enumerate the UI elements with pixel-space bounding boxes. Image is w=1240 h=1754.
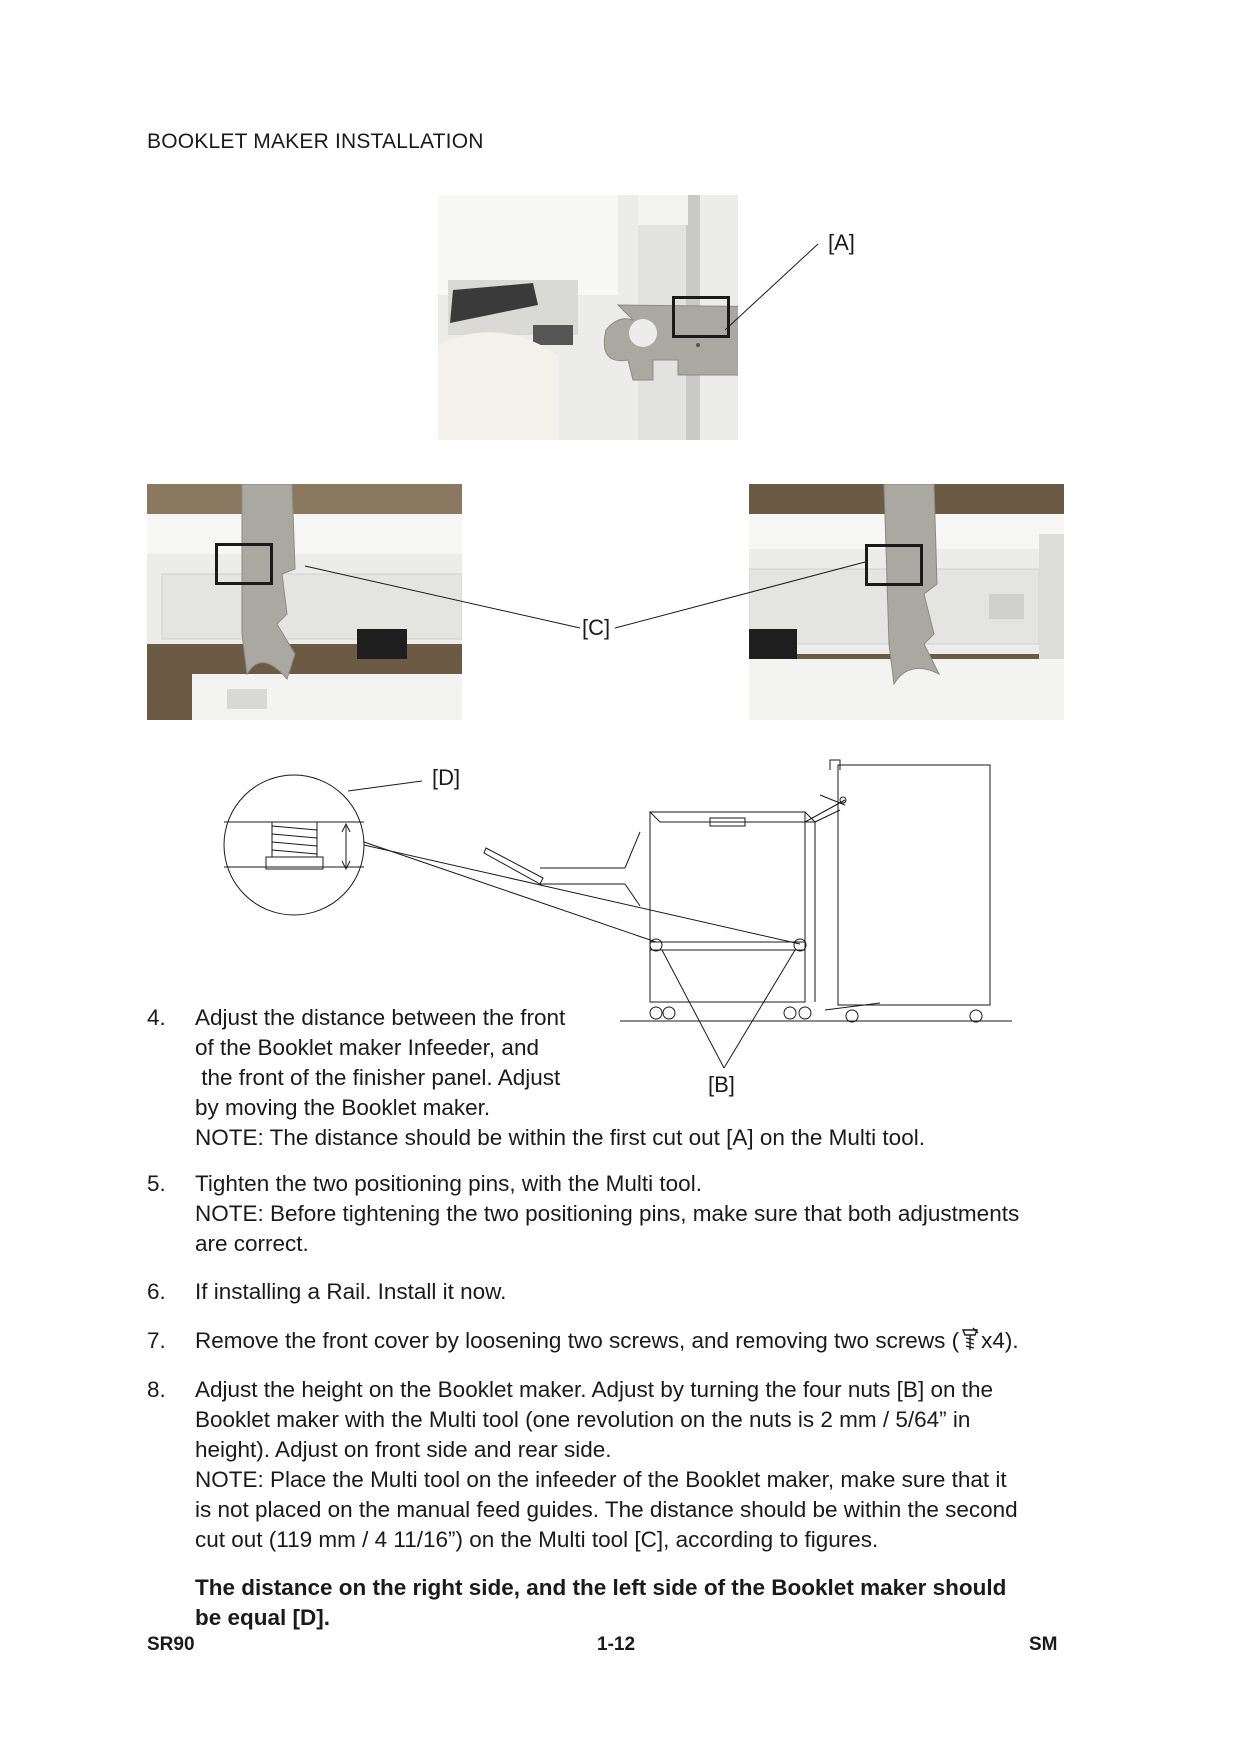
callout-d: [D] bbox=[432, 765, 461, 790]
step-text-line: of the Booklet maker Infeeder, and bbox=[195, 1035, 539, 1060]
step-text-line: by moving the Booklet maker. bbox=[195, 1095, 491, 1120]
step-body bbox=[195, 1169, 1075, 1259]
step-note: is not placed on the manual feed guides. The distance should be within the second bbox=[195, 1497, 1018, 1522]
step-body bbox=[195, 1326, 1075, 1360]
step-text-line: height). Adjust on front side and rear side. bbox=[195, 1437, 612, 1462]
step-7 bbox=[147, 1326, 1067, 1356]
step-text-line: If installing a Rail. Install it now. bbox=[195, 1279, 507, 1304]
step-text-line: Remove the front cover by loosening two screws, and removing two screws ( bbox=[195, 1328, 960, 1353]
step-text-line: Booklet maker with the Multi tool (one revolution on the nuts is 2 mm / 5/64” in bbox=[195, 1407, 971, 1432]
step-text-line: Adjust the distance between the front bbox=[195, 1005, 566, 1030]
bold-note-line: be equal [D]. bbox=[195, 1605, 331, 1630]
bold-note-body bbox=[195, 1573, 1075, 1633]
screw-count: x4). bbox=[981, 1328, 1019, 1353]
step-note: are correct. bbox=[195, 1231, 309, 1256]
footer-right: SM bbox=[1029, 1634, 1058, 1655]
step-number: 4. bbox=[147, 1005, 166, 1030]
step-note: cut out (119 mm / 4 11/16”) on the Multi tool [C], according to figures. bbox=[195, 1527, 879, 1552]
bold-note-line: The distance on the right side, and the left side of the Booklet maker should bbox=[195, 1575, 1007, 1600]
bold-note bbox=[147, 1573, 1067, 1633]
step-5 bbox=[147, 1169, 1067, 1259]
step-note: NOTE: Place the Multi tool on the infeeder of the Booklet maker, make sure that it bbox=[195, 1467, 1007, 1492]
step-text-line: the front of the finisher panel. Adjust bbox=[195, 1065, 561, 1090]
footer-page-number: 1-12 bbox=[597, 1634, 636, 1655]
callout-a: [A] bbox=[828, 230, 855, 255]
step-body bbox=[195, 1003, 1075, 1153]
step-number: 6. bbox=[147, 1279, 166, 1304]
footer-left: SR90 bbox=[147, 1634, 195, 1655]
step-6 bbox=[147, 1277, 1067, 1307]
step-number: 5. bbox=[147, 1171, 166, 1196]
step-text-line: Tighten the two positioning pins, with the Multi tool. bbox=[195, 1171, 702, 1196]
callout-c: [C] bbox=[582, 615, 611, 640]
screw-icon bbox=[959, 1326, 981, 1360]
page-header: BOOKLET MAKER INSTALLATION bbox=[147, 130, 484, 153]
callout-b: [B] bbox=[708, 1072, 735, 1097]
step-body bbox=[195, 1375, 1075, 1555]
step-note: NOTE: The distance should be within the first cut out [A] on the Multi tool. bbox=[195, 1125, 925, 1150]
step-4 bbox=[147, 1003, 1067, 1153]
step-number: 7. bbox=[147, 1328, 166, 1353]
step-8 bbox=[147, 1375, 1067, 1555]
step-number: 8. bbox=[147, 1377, 166, 1402]
step-note: NOTE: Before tightening the two positioning pins, make sure that both adjustments bbox=[195, 1201, 1020, 1226]
step-body bbox=[195, 1277, 1075, 1307]
step-text-line: Adjust the height on the Booklet maker. Adjust by turning the four nuts [B] on the bbox=[195, 1377, 994, 1402]
